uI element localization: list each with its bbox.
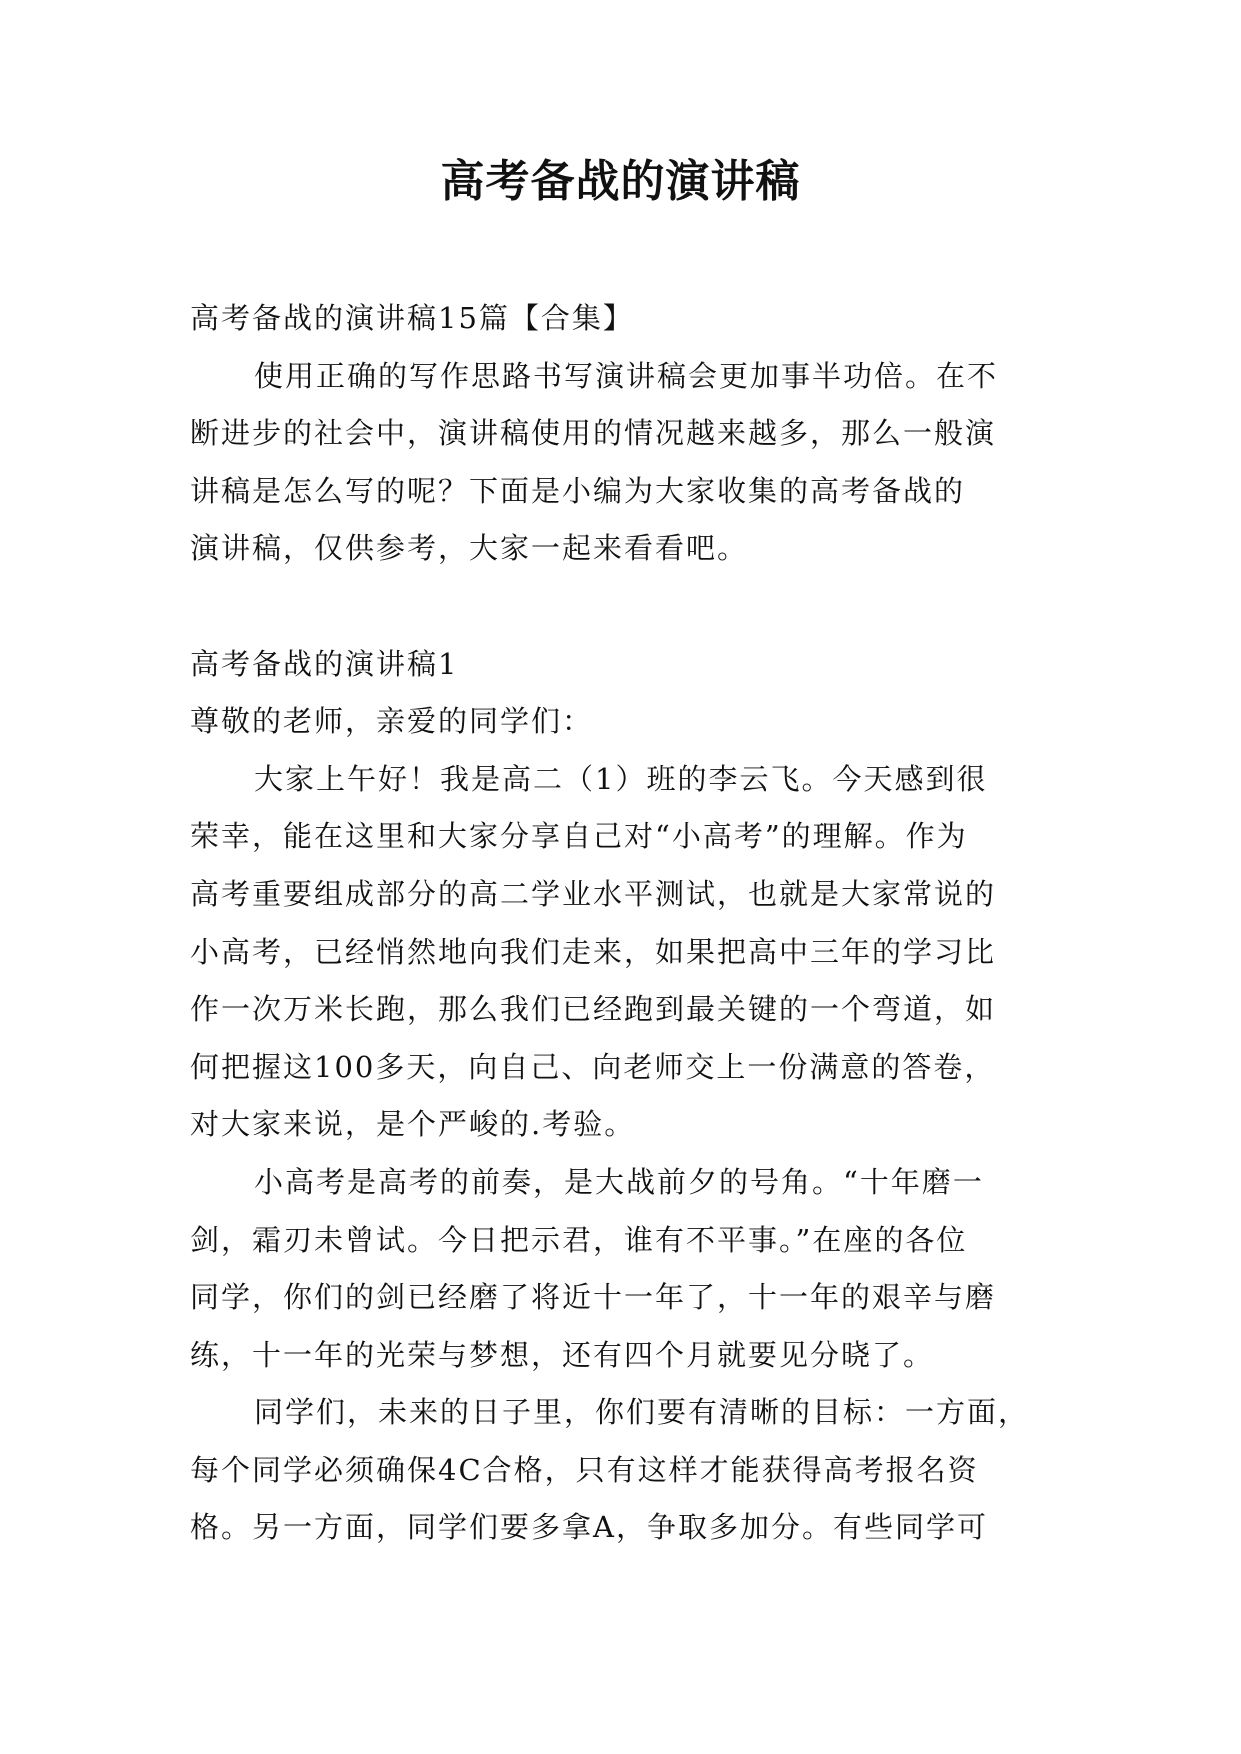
para2-line-3: 同学，你们的剑已经磨了将近十一年了，十一年的艰辛与磨 bbox=[190, 1280, 997, 1315]
para2-line-2: 剑，霜刃未曾试。今日把示君，谁有不平事。”在座的各位 bbox=[190, 1222, 968, 1257]
para1-line-4: 小高考，已经悄然地向我们走来，如果把高中三年的学习比 bbox=[190, 934, 997, 969]
section-heading: 高考备战的演讲稿1 bbox=[190, 646, 459, 681]
salutation: 尊敬的老师，亲爱的同学们： bbox=[190, 704, 594, 739]
para1-line-5: 作一次万米长跑，那么我们已经跑到最关键的一个弯道，如 bbox=[190, 992, 997, 1027]
intro-line-1: 使用正确的写作思路书写演讲稿会更加事半功倍。在不 bbox=[254, 358, 999, 393]
intro-line-4: 演讲稿，仅供参考，大家一起来看看吧。 bbox=[190, 531, 749, 566]
para2-line-4: 练，十一年的光荣与梦想，还有四个月就要见分晓了。 bbox=[190, 1337, 935, 1372]
paragraph-gap bbox=[190, 578, 1060, 636]
document-body bbox=[190, 290, 1060, 1557]
intro-line-2: 断进步的社会中，演讲稿使用的情况越来越多，那么一般演 bbox=[190, 416, 997, 451]
para1-line-1: 大家上午好！我是高二（1）班的李云飞。今天感到很 bbox=[254, 761, 988, 796]
subtitle: 高考备战的演讲稿15篇【合集】 bbox=[190, 301, 634, 335]
para1-line-2: 荣幸，能在这里和大家分享自己对“小高考”的理解。作为 bbox=[190, 819, 968, 854]
intro-line-3: 讲稿是怎么写的呢？下面是小编为大家收集的高考备战的 bbox=[190, 473, 966, 508]
para3-line-3: 格。另一方面，同学们要多拿A，争取多加分。有些同学可 bbox=[190, 1510, 988, 1545]
para3-line-2: 每个同学必须确保4C合格，只有这样才能获得高考报名资 bbox=[190, 1452, 979, 1487]
para3-line-1: 同学们，未来的日子里，你们要有清晰的目标：一方面， bbox=[254, 1395, 1030, 1430]
para1-line-3: 高考重要组成部分的高二学业水平测试，也就是大家常说的 bbox=[190, 876, 997, 911]
para1-line-7: 对大家来说，是个严峻的.考验。 bbox=[190, 1107, 636, 1142]
para1-line-6: 何把握这100多天，向自己、向老师交上一份满意的答卷， bbox=[190, 1049, 996, 1084]
para2-line-1: 小高考是高考的前奏，是大战前夕的号角。“十年磨一 bbox=[254, 1164, 984, 1199]
page-title: 高考备战的演讲稿 bbox=[440, 156, 801, 207]
